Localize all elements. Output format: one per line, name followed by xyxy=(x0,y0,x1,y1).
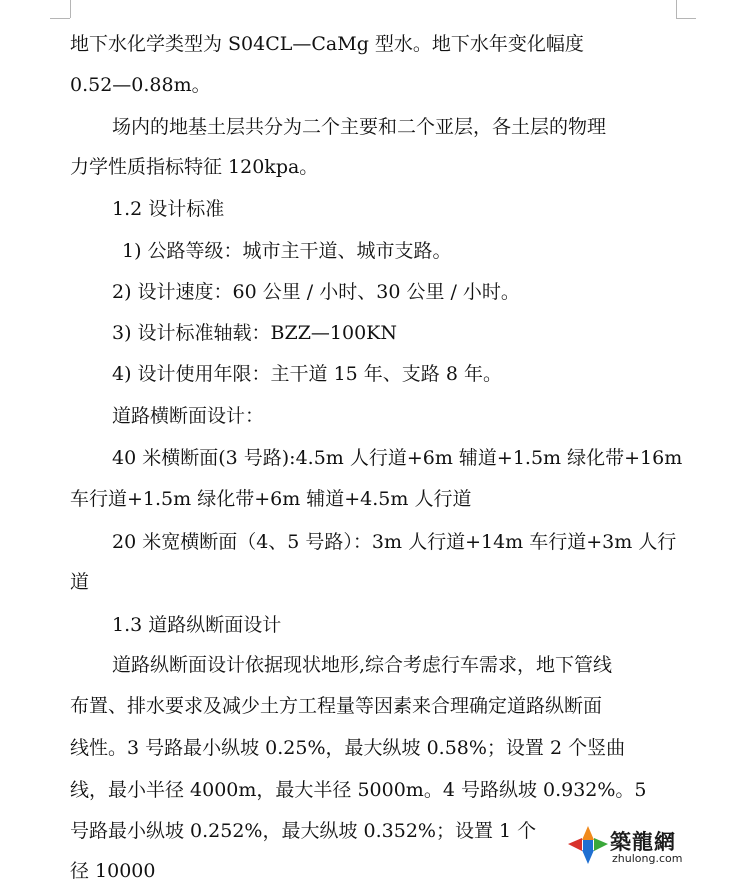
paragraph-line: 径 10000 xyxy=(70,860,156,882)
paragraph-line: 20 米宽横断面（4、5 号路）：3m 人行道+14m 车行道+3m 人行 xyxy=(112,531,677,553)
paragraph-line: 布置、排水要求及减少土方工程量等因素来合理确定道路纵断面 xyxy=(70,695,603,717)
list-item: 1) 公路等级：城市主干道、城市支路。 xyxy=(122,240,452,262)
paragraph-line: 车行道+1.5m 绿化带+6m 辅道+4.5m 人行道 xyxy=(70,488,472,510)
logo-center xyxy=(583,840,593,850)
watermark-name: 築龍網 xyxy=(610,830,676,854)
section-heading: 1.2 设计标准 xyxy=(112,198,225,220)
logo-petal-left xyxy=(568,838,582,851)
section-heading: 1.3 道路纵断面设计 xyxy=(112,614,282,636)
watermark-url: zhulong.com xyxy=(612,852,683,865)
paragraph-line: 道路纵断面设计依据现状地形,综合考虑行车需求，地下管线 xyxy=(112,654,613,676)
paragraph-line: 40 米横断面(3 号路):4.5m 人行道+6m 辅道+1.5m 绿化带+16m xyxy=(112,447,683,469)
zhulong-watermark xyxy=(562,822,702,869)
crop-mark-top-left xyxy=(50,18,70,19)
paragraph-line: 道 xyxy=(70,571,90,593)
paragraph-line: 线，最小半径 4000m，最大半径 5000m。4 号路纵坡 0.932%。5 xyxy=(70,779,647,801)
list-item: 3) 设计标准轴载：BZZ—100KN xyxy=(112,322,397,344)
paragraph-line: 力学性质指标特征 120kpa。 xyxy=(70,156,319,178)
paragraph-line: 号路最小纵坡 0.252%，最大纵坡 0.352%；设置 1 个 xyxy=(70,820,537,842)
crop-mark-top-right xyxy=(676,18,696,19)
paragraph-line: 场内的地基土层共分为二个主要和二个亚层，各土层的物理 xyxy=(112,116,607,138)
logo-petal-top xyxy=(582,826,594,840)
logo-petal-right xyxy=(594,838,608,851)
paragraph-line: 0.52—0.88m。 xyxy=(70,74,211,96)
list-item: 2) 设计速度：60 公里 / 小时、30 公里 / 小时。 xyxy=(112,281,520,303)
crop-mark-right xyxy=(676,0,677,18)
paragraph-line: 线性。3 号路最小纵坡 0.25%，最大纵坡 0.58%；设置 2 个竖曲 xyxy=(70,737,626,759)
crop-mark-left xyxy=(70,0,71,18)
paragraph-line: 地下水化学类型为 S04CL—CaMg 型水。地下水年变化幅度 xyxy=(70,33,584,55)
list-item: 4) 设计使用年限：主干道 15 年、支路 8 年。 xyxy=(112,363,502,385)
logo-petal-bottom xyxy=(582,850,594,864)
zhulong-logo-icon xyxy=(566,824,610,866)
subsection-title: 道路横断面设计： xyxy=(112,405,265,427)
